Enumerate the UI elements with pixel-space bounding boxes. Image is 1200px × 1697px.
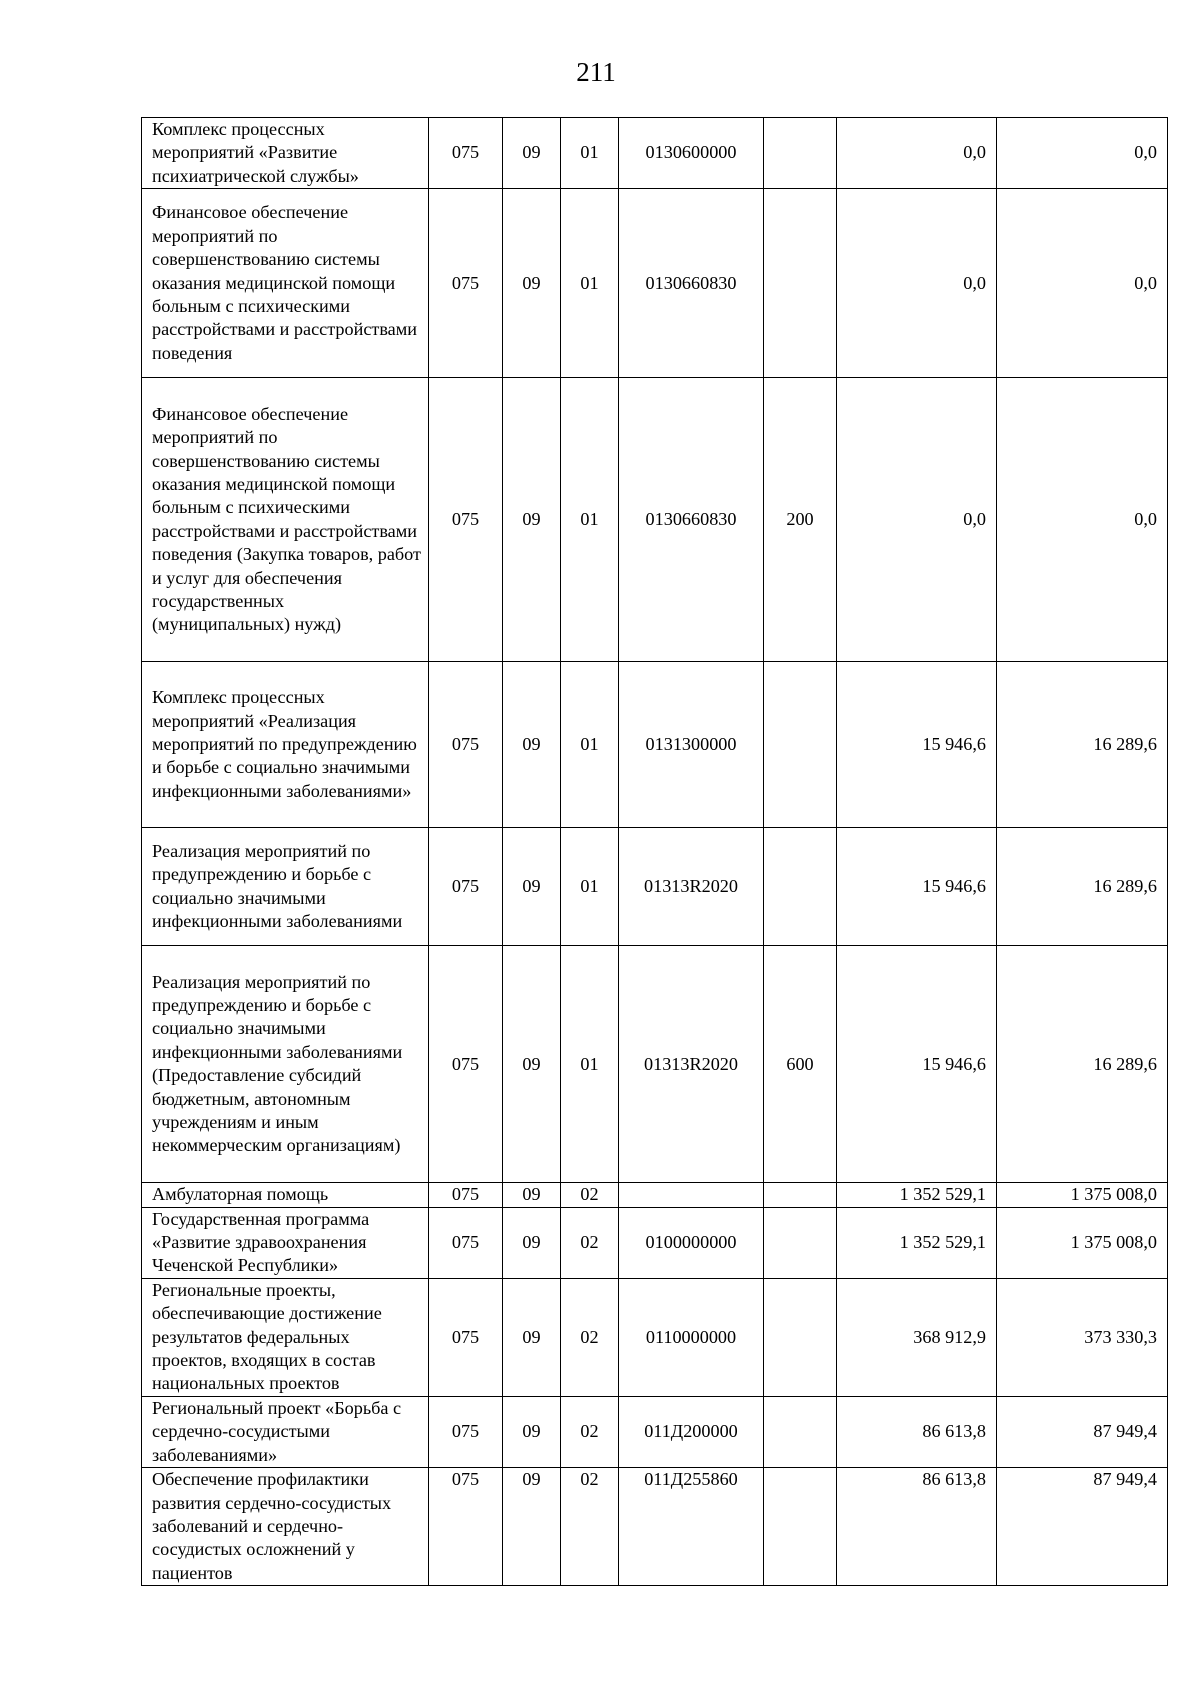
table-row (142, 662, 1168, 828)
row-subsection-code: 01 (561, 378, 619, 662)
row-subsection-code: 02 (561, 1183, 619, 1207)
row-amount-1: 1 352 529,1 (837, 1183, 997, 1207)
row-name: Реализация мероприятий по предупреждению и борьбе с социально значимыми инфекционными заболеваниями (Предоставление субсидий бюджетным, автономным учреждениям и иным некоммерческим организациям) (142, 946, 429, 1183)
row-amount-1: 86 613,8 (837, 1396, 997, 1467)
row-amount-2: 0,0 (997, 378, 1168, 662)
row-target-code: 01313R2020 (619, 946, 764, 1183)
row-section-code: 09 (503, 1207, 561, 1278)
row-subsection-code: 02 (561, 1468, 619, 1586)
row-name: Региональные проекты, обеспечивающие достижение результатов федеральных проектов, входящих в состав национальных проектов (142, 1278, 429, 1396)
page-number: 211 (576, 57, 616, 87)
row-target-code: 011Д200000 (619, 1396, 764, 1467)
row-subsection-code: 01 (561, 946, 619, 1183)
row-section-code: 09 (503, 946, 561, 1183)
row-section-code: 09 (503, 118, 561, 189)
row-amount-2: 0,0 (997, 118, 1168, 189)
row-section-code: 09 (503, 189, 561, 378)
budget-table (141, 117, 1168, 1586)
row-gr-code: 075 (429, 189, 503, 378)
row-amount-2: 1 375 008,0 (997, 1183, 1168, 1207)
row-name: Финансовое обеспечение мероприятий по совершенствованию системы оказания медицинской помощи больным с психическими расстройствами и расстройствами поведения (Закупка товаров, работ и услуг для обеспечения государственных (муниципальных) нужд) (142, 378, 429, 662)
row-amount-1: 0,0 (837, 118, 997, 189)
row-amount-2: 16 289,6 (997, 828, 1168, 946)
row-expense-type (764, 662, 837, 828)
row-amount-2: 0,0 (997, 189, 1168, 378)
row-expense-type (764, 1468, 837, 1586)
row-gr-code: 075 (429, 1183, 503, 1207)
table-row (142, 1468, 1168, 1586)
row-subsection-code: 01 (561, 118, 619, 189)
row-amount-2: 373 330,3 (997, 1278, 1168, 1396)
table-row (142, 1207, 1168, 1278)
row-target-code: 0131300000 (619, 662, 764, 828)
row-expense-type (764, 1396, 837, 1467)
row-section-code: 09 (503, 378, 561, 662)
table-row (142, 1183, 1168, 1207)
row-expense-type: 200 (764, 378, 837, 662)
table-row (142, 1278, 1168, 1396)
row-expense-type (764, 1207, 837, 1278)
row-amount-2: 16 289,6 (997, 946, 1168, 1183)
row-gr-code: 075 (429, 828, 503, 946)
row-name: Комплекс процессных мероприятий «Развитие психиатрической службы» (142, 118, 429, 189)
table-row (142, 378, 1168, 662)
row-target-code: 0130660830 (619, 378, 764, 662)
row-amount-2: 87 949,4 (997, 1396, 1168, 1467)
row-target-code: 0130660830 (619, 189, 764, 378)
row-gr-code: 075 (429, 1396, 503, 1467)
row-gr-code: 075 (429, 662, 503, 828)
row-target-code: 011Д255860 (619, 1468, 764, 1586)
row-name: Комплекс процессных мероприятий «Реализация мероприятий по предупреждению и борьбе с социально значимыми инфекционными заболеваниями» (142, 662, 429, 828)
row-name: Государственная программа «Развитие здравоохранения Чеченской Республики» (142, 1207, 429, 1278)
row-subsection-code: 01 (561, 189, 619, 378)
row-amount-1: 15 946,6 (837, 828, 997, 946)
table-row (142, 946, 1168, 1183)
row-target-code (619, 1183, 764, 1207)
row-subsection-code: 02 (561, 1207, 619, 1278)
row-target-code: 01313R2020 (619, 828, 764, 946)
row-target-code: 0100000000 (619, 1207, 764, 1278)
row-name: Региональный проект «Борьба с сердечно-сосудистыми заболеваниями» (142, 1396, 429, 1467)
row-subsection-code: 01 (561, 662, 619, 828)
row-expense-type (764, 1278, 837, 1396)
row-amount-1: 0,0 (837, 189, 997, 378)
row-gr-code: 075 (429, 946, 503, 1183)
row-gr-code: 075 (429, 1468, 503, 1586)
table-row (142, 828, 1168, 946)
table-row (142, 118, 1168, 189)
row-name: Амбулаторная помощь (142, 1183, 429, 1207)
row-subsection-code: 01 (561, 828, 619, 946)
row-amount-2: 16 289,6 (997, 662, 1168, 828)
row-name: Обеспечение профилактики развития сердечно-сосудистых заболеваний и сердечно-сосудистых осложнений у пациентов (142, 1468, 429, 1586)
row-target-code: 0110000000 (619, 1278, 764, 1396)
row-section-code: 09 (503, 1396, 561, 1467)
row-section-code: 09 (503, 1278, 561, 1396)
row-expense-type (764, 828, 837, 946)
row-expense-type (764, 1183, 837, 1207)
row-gr-code: 075 (429, 1207, 503, 1278)
row-amount-1: 86 613,8 (837, 1468, 997, 1586)
row-target-code: 0130600000 (619, 118, 764, 189)
row-amount-1: 15 946,6 (837, 946, 997, 1183)
row-section-code: 09 (503, 1183, 561, 1207)
row-expense-type: 600 (764, 946, 837, 1183)
row-name: Реализация мероприятий по предупреждению и борьбе с социально значимыми инфекционными заболеваниями (142, 828, 429, 946)
row-gr-code: 075 (429, 1278, 503, 1396)
row-expense-type (764, 189, 837, 378)
row-amount-1: 1 352 529,1 (837, 1207, 997, 1278)
row-subsection-code: 02 (561, 1278, 619, 1396)
row-amount-1: 0,0 (837, 378, 997, 662)
row-amount-1: 368 912,9 (837, 1278, 997, 1396)
table-row (142, 1396, 1168, 1467)
row-amount-2: 87 949,4 (997, 1468, 1168, 1586)
row-gr-code: 075 (429, 378, 503, 662)
row-expense-type (764, 118, 837, 189)
row-section-code: 09 (503, 662, 561, 828)
row-gr-code: 075 (429, 118, 503, 189)
row-amount-2: 1 375 008,0 (997, 1207, 1168, 1278)
table-row (142, 189, 1168, 378)
row-section-code: 09 (503, 1468, 561, 1586)
row-name: Финансовое обеспечение мероприятий по совершенствованию системы оказания медицинской помощи больным с психическими расстройствами и расстройствами поведения (142, 189, 429, 378)
row-amount-1: 15 946,6 (837, 662, 997, 828)
row-section-code: 09 (503, 828, 561, 946)
row-subsection-code: 02 (561, 1396, 619, 1467)
